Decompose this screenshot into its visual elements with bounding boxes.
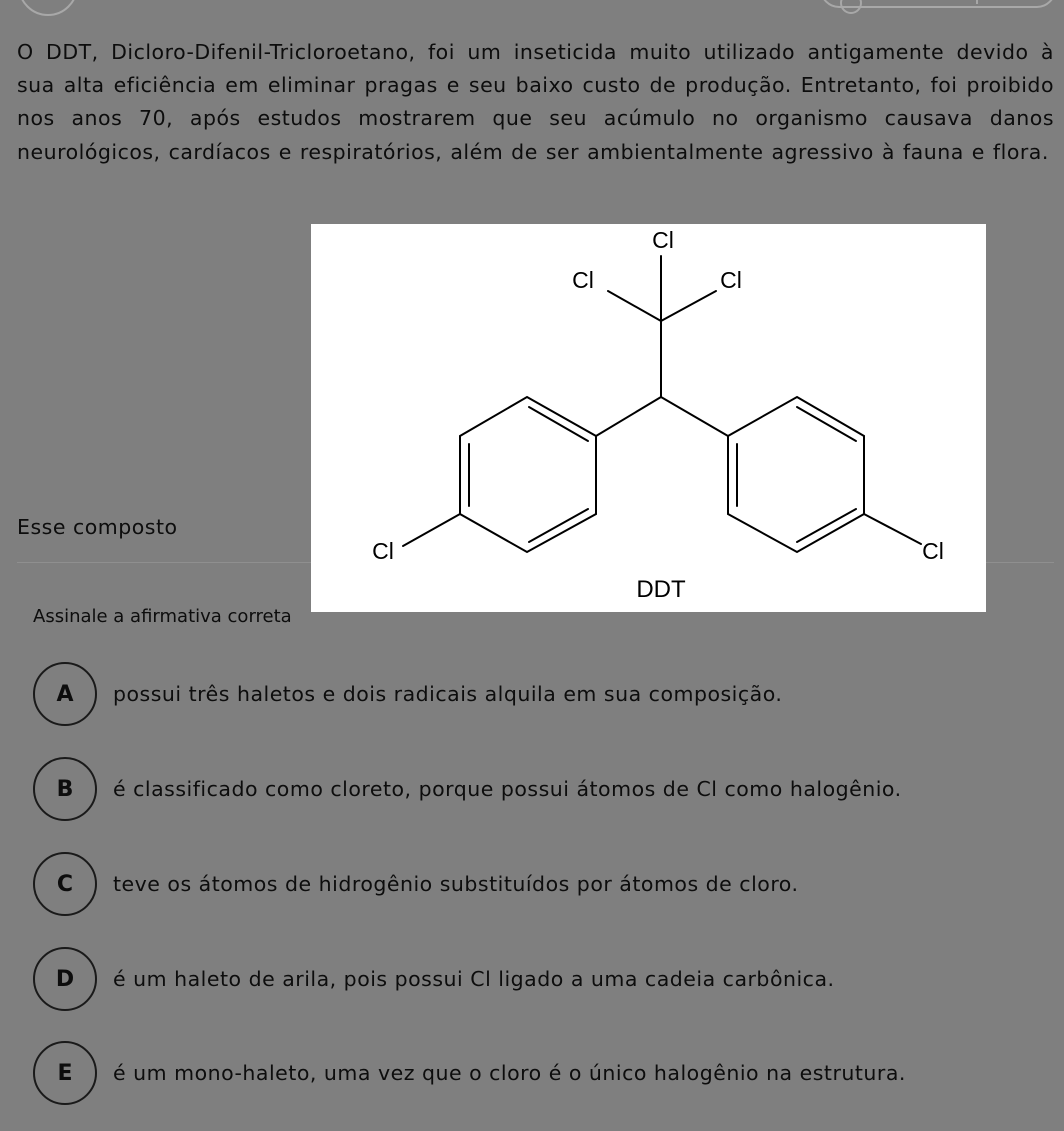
option-e[interactable]	[33, 1041, 1033, 1105]
option-letter[interactable]: A	[33, 662, 97, 726]
cl-label-upper-left: Cl	[572, 267, 594, 293]
question-prompt: Esse composto	[17, 515, 178, 539]
option-text: é um haleto de arila, pois possui Cl ligado a uma cadeia carbônica.	[113, 967, 835, 991]
cl-label-top: Cl	[652, 227, 674, 253]
option-text: teve os átomos de hidrogênio substituídos por átomos de cloro.	[113, 872, 799, 896]
ddt-structure-diagram	[311, 224, 986, 612]
question-instruction: Assinale a afirmativa correta	[33, 606, 292, 627]
cl-label-upper-right: Cl	[720, 267, 742, 293]
option-letter[interactable]: B	[33, 757, 97, 821]
top-toolbar-pill[interactable]	[820, 0, 1056, 8]
option-d[interactable]	[33, 947, 1033, 1011]
ddt-structure-figure	[311, 224, 986, 612]
timer-icon	[840, 0, 862, 14]
option-c[interactable]	[33, 852, 1033, 916]
option-letter[interactable]: C	[33, 852, 97, 916]
cl-label-left: Cl	[372, 538, 394, 564]
option-text: é um mono-haleto, uma vez que o cloro é o único halogênio na estrutura.	[113, 1061, 906, 1085]
option-text: é classificado como cloreto, porque possui átomos de Cl como halogênio.	[113, 777, 902, 801]
cl-label-right: Cl	[922, 538, 944, 564]
option-b[interactable]	[33, 757, 1033, 821]
option-a[interactable]	[33, 662, 1033, 726]
question-passage: O DDT, Dicloro-Difenil-Tricloroetano, foi um inseticida muito utilizado antigamente devido à sua alta eficiência em eliminar pragas e seu baixo custo de produção. Entretanto, foi proibido nos anos 70, após estudos mostrarem que seu acúmulo no organismo causava danos neurológicos, cardíacos e respiratórios, além de ser ambientalmente agressivo à fauna e flora.	[17, 40, 1054, 164]
pill-divider	[976, 0, 978, 4]
figure-caption: DDT	[636, 576, 686, 603]
option-letter[interactable]: E	[33, 1041, 97, 1105]
option-text: possui três haletos e dois radicais alquila em sua composição.	[113, 682, 783, 706]
option-letter[interactable]: D	[33, 947, 97, 1011]
back-button[interactable]	[18, 0, 78, 16]
